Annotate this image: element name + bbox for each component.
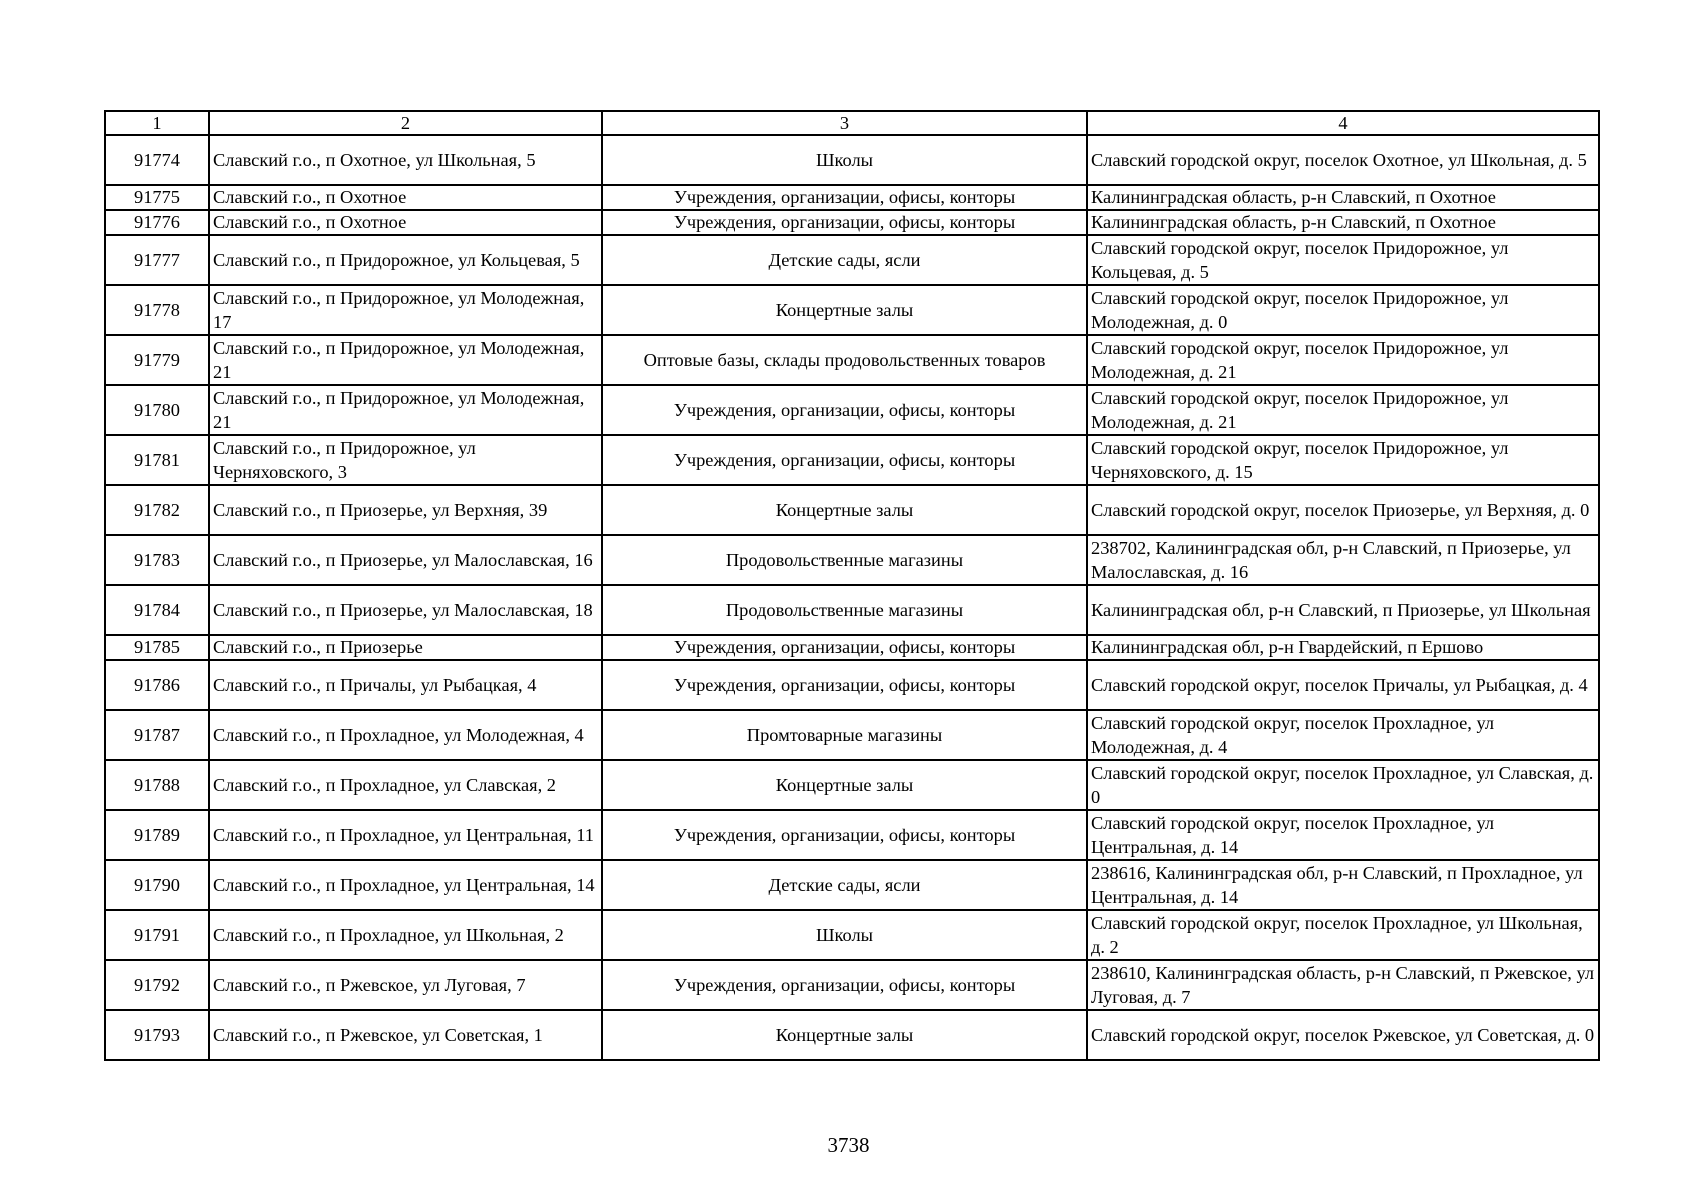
short-address-cell: Славский г.о., п Прохладное, ул Школьная, 2 [209, 910, 602, 960]
category-cell: Учреждения, организации, офисы, конторы [602, 185, 1087, 210]
full-address-cell: Славский городской округ, поселок Прохладное, ул Славская, д. 0 [1087, 760, 1599, 810]
table-row [105, 635, 1599, 660]
table-row [105, 335, 1599, 385]
short-address-cell: Славский г.о., п Прохладное, ул Центральная, 11 [209, 810, 602, 860]
category-cell: Детские сады, ясли [602, 235, 1087, 285]
column-header-3: 3 [602, 111, 1087, 135]
page-number: 3738 [827, 1133, 870, 1157]
category-cell: Школы [602, 135, 1087, 185]
category-cell: Учреждения, организации, офисы, конторы [602, 435, 1087, 485]
table-row [105, 1010, 1599, 1060]
category-cell: Учреждения, организации, офисы, конторы [602, 810, 1087, 860]
table-row [105, 660, 1599, 710]
full-address-cell: 238610, Калининградская область, р-н Славский, п Ржевское, ул Луговая, д. 7 [1087, 960, 1599, 1010]
row-number-cell: 91777 [105, 235, 209, 285]
short-address-cell: Славский г.о., п Приозерье, ул Малославская, 18 [209, 585, 602, 635]
short-address-cell: Славский г.о., п Прохладное, ул Славская, 2 [209, 760, 602, 810]
short-address-cell: Славский г.о., п Охотное [209, 210, 602, 235]
category-cell: Учреждения, организации, офисы, конторы [602, 385, 1087, 435]
row-number-cell: 91779 [105, 335, 209, 385]
short-address-cell: Славский г.о., п Приозерье, ул Верхняя, 39 [209, 485, 602, 535]
row-number-cell: 91784 [105, 585, 209, 635]
table-row [105, 860, 1599, 910]
category-cell: Учреждения, организации, офисы, конторы [602, 960, 1087, 1010]
table-body [105, 135, 1599, 1060]
row-number-cell: 91791 [105, 910, 209, 960]
row-number-cell: 91774 [105, 135, 209, 185]
short-address-cell: Славский г.о., п Охотное, ул Школьная, 5 [209, 135, 602, 185]
category-cell: Концертные залы [602, 760, 1087, 810]
short-address-cell: Славский г.о., п Охотное [209, 185, 602, 210]
full-address-cell: 238616, Калининградская обл, р-н Славский, п Прохладное, ул Центральная, д. 14 [1087, 860, 1599, 910]
short-address-cell: Славский г.о., п Придорожное, ул Молодежная, 21 [209, 385, 602, 435]
full-address-cell: Калининградская обл, р-н Славский, п Приозерье, ул Школьная [1087, 585, 1599, 635]
short-address-cell: Славский г.о., п Прохладное, ул Центральная, 14 [209, 860, 602, 910]
table-row [105, 810, 1599, 860]
full-address-cell: Славский городской округ, поселок Придорожное, ул Молодежная, д. 0 [1087, 285, 1599, 335]
table-row [105, 435, 1599, 485]
full-address-cell: 238702, Калининградская обл, р-н Славский, п Приозерье, ул Малославская, д. 16 [1087, 535, 1599, 585]
category-cell: Концертные залы [602, 285, 1087, 335]
short-address-cell: Славский г.о., п Придорожное, ул Черняховского, 3 [209, 435, 602, 485]
category-cell: Оптовые базы, склады продовольственных товаров [602, 335, 1087, 385]
table-row [105, 235, 1599, 285]
short-address-cell: Славский г.о., п Ржевское, ул Советская, 1 [209, 1010, 602, 1060]
row-number-cell: 91790 [105, 860, 209, 910]
row-number-cell: 91785 [105, 635, 209, 660]
category-cell: Учреждения, организации, офисы, конторы [602, 660, 1087, 710]
row-number-cell: 91793 [105, 1010, 209, 1060]
row-number-cell: 91788 [105, 760, 209, 810]
row-number-cell: 91778 [105, 285, 209, 335]
full-address-cell: Калининградская обл, р-н Гвардейский, п Ершово [1087, 635, 1599, 660]
category-cell: Концертные залы [602, 1010, 1087, 1060]
short-address-cell: Славский г.о., п Прохладное, ул Молодежная, 4 [209, 710, 602, 760]
full-address-cell: Калининградская область, р-н Славский, п Охотное [1087, 185, 1599, 210]
full-address-cell: Славский городской округ, поселок Придорожное, ул Кольцевая, д. 5 [1087, 235, 1599, 285]
row-number-cell: 91775 [105, 185, 209, 210]
data-table [104, 110, 1600, 1061]
table-row [105, 210, 1599, 235]
category-cell: Промтоварные магазины [602, 710, 1087, 760]
category-cell: Учреждения, организации, офисы, конторы [602, 635, 1087, 660]
table-row [105, 585, 1599, 635]
header-row [105, 111, 1599, 135]
full-address-cell: Калининградская область, р-н Славский, п Охотное [1087, 210, 1599, 235]
category-cell: Школы [602, 910, 1087, 960]
short-address-cell: Славский г.о., п Придорожное, ул Кольцевая, 5 [209, 235, 602, 285]
row-number-cell: 91792 [105, 960, 209, 1010]
table-row [105, 535, 1599, 585]
column-header-1: 1 [105, 111, 209, 135]
table-row [105, 760, 1599, 810]
row-number-cell: 91789 [105, 810, 209, 860]
row-number-cell: 91783 [105, 535, 209, 585]
category-cell: Детские сады, ясли [602, 860, 1087, 910]
full-address-cell: Славский городской округ, поселок Приозерье, ул Верхняя, д. 0 [1087, 485, 1599, 535]
category-cell: Продовольственные магазины [602, 585, 1087, 635]
row-number-cell: 91781 [105, 435, 209, 485]
full-address-cell: Славский городской округ, поселок Охотное, ул Школьная, д. 5 [1087, 135, 1599, 185]
full-address-cell: Славский городской округ, поселок Придорожное, ул Черняховского, д. 15 [1087, 435, 1599, 485]
short-address-cell: Славский г.о., п Приозерье [209, 635, 602, 660]
short-address-cell: Славский г.о., п Приозерье, ул Малославская, 16 [209, 535, 602, 585]
row-number-cell: 91776 [105, 210, 209, 235]
row-number-cell: 91787 [105, 710, 209, 760]
category-cell: Учреждения, организации, офисы, конторы [602, 210, 1087, 235]
full-address-cell: Славский городской округ, поселок Прохладное, ул Школьная, д. 2 [1087, 910, 1599, 960]
table-row [105, 285, 1599, 335]
full-address-cell: Славский городской округ, поселок Придорожное, ул Молодежная, д. 21 [1087, 385, 1599, 435]
table-row [105, 385, 1599, 435]
category-cell: Концертные залы [602, 485, 1087, 535]
short-address-cell: Славский г.о., п Причалы, ул Рыбацкая, 4 [209, 660, 602, 710]
full-address-cell: Славский городской округ, поселок Прохладное, ул Центральная, д. 14 [1087, 810, 1599, 860]
short-address-cell: Славский г.о., п Ржевское, ул Луговая, 7 [209, 960, 602, 1010]
short-address-cell: Славский г.о., п Придорожное, ул Молодежная, 17 [209, 285, 602, 335]
table-row [105, 135, 1599, 185]
table-row [105, 485, 1599, 535]
table-row [105, 185, 1599, 210]
row-number-cell: 91782 [105, 485, 209, 535]
full-address-cell: Славский городской округ, поселок Ржевское, ул Советская, д. 0 [1087, 1010, 1599, 1060]
column-header-2: 2 [209, 111, 602, 135]
table-row [105, 960, 1599, 1010]
full-address-cell: Славский городской округ, поселок Прохладное, ул Молодежная, д. 4 [1087, 710, 1599, 760]
column-header-4: 4 [1087, 111, 1599, 135]
category-cell: Продовольственные магазины [602, 535, 1087, 585]
row-number-cell: 91786 [105, 660, 209, 710]
short-address-cell: Славский г.о., п Придорожное, ул Молодежная, 21 [209, 335, 602, 385]
table-row [105, 710, 1599, 760]
full-address-cell: Славский городской округ, поселок Причалы, ул Рыбацкая, д. 4 [1087, 660, 1599, 710]
table-row [105, 910, 1599, 960]
full-address-cell: Славский городской округ, поселок Придорожное, ул Молодежная, д. 21 [1087, 335, 1599, 385]
row-number-cell: 91780 [105, 385, 209, 435]
